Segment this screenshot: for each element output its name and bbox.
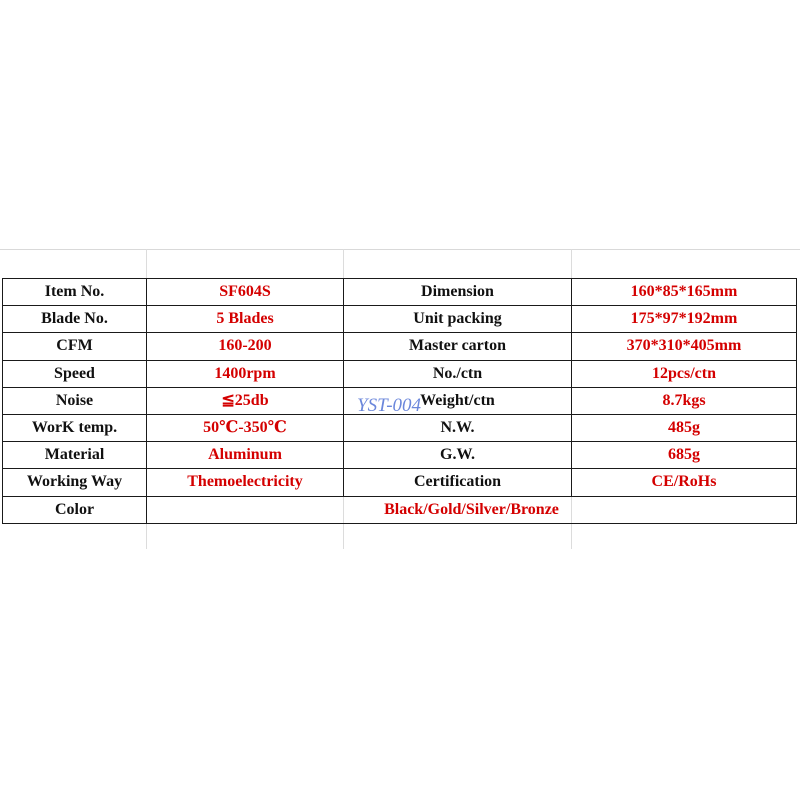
table-row <box>3 306 797 333</box>
table-row <box>3 387 797 414</box>
spec-label: Noise <box>3 387 147 414</box>
table-row <box>3 360 797 387</box>
spec-label: WorK temp. <box>3 414 147 441</box>
spec-value: 5 Blades <box>147 306 344 333</box>
table-row <box>3 469 797 496</box>
table-row <box>3 333 797 360</box>
spec-label: Working Way <box>3 469 147 496</box>
table-row <box>3 442 797 469</box>
spec-label: Certification <box>344 469 572 496</box>
spec-value: 175*97*192mm <box>572 306 797 333</box>
spec-value: 485g <box>572 414 797 441</box>
spec-label: No./ctn <box>344 360 572 387</box>
spec-value: 370*310*405mm <box>572 333 797 360</box>
sheet-gridline-top <box>0 249 800 250</box>
spec-value: 12pcs/ctn <box>572 360 797 387</box>
spec-label: Unit packing <box>344 306 572 333</box>
spec-value: 160-200 <box>147 333 344 360</box>
spec-table <box>2 278 797 524</box>
spec-label: Dimension <box>344 279 572 306</box>
spec-label: CFM <box>3 333 147 360</box>
spec-value: SF604S <box>147 279 344 306</box>
spec-value: Aluminum <box>147 442 344 469</box>
spec-label: Blade No. <box>3 306 147 333</box>
spec-value: 1400rpm <box>147 360 344 387</box>
color-value: Black/Gold/Silver/Bronze <box>147 496 797 523</box>
spec-value: 160*85*165mm <box>572 279 797 306</box>
spec-label: Material <box>3 442 147 469</box>
spec-label: Master carton <box>344 333 572 360</box>
spec-value: CE/RoHs <box>572 469 797 496</box>
spec-value: Themoelectricity <box>147 469 344 496</box>
watermark-text: YST-004 <box>357 395 422 416</box>
spec-value: 8.7kgs <box>572 387 797 414</box>
spec-label: Weight/ctn <box>344 387 572 414</box>
table-row <box>3 414 797 441</box>
spec-label: Speed <box>3 360 147 387</box>
spec-value: 685g <box>572 442 797 469</box>
spec-value: 50℃-350℃ <box>147 414 344 441</box>
table-row-color <box>3 496 797 523</box>
spec-label: G.W. <box>344 442 572 469</box>
color-label: Color <box>3 496 147 523</box>
spec-label: Item No. <box>3 279 147 306</box>
table-row <box>3 279 797 306</box>
spec-label: N.W. <box>344 414 572 441</box>
spec-value: ≦25db <box>147 387 344 414</box>
